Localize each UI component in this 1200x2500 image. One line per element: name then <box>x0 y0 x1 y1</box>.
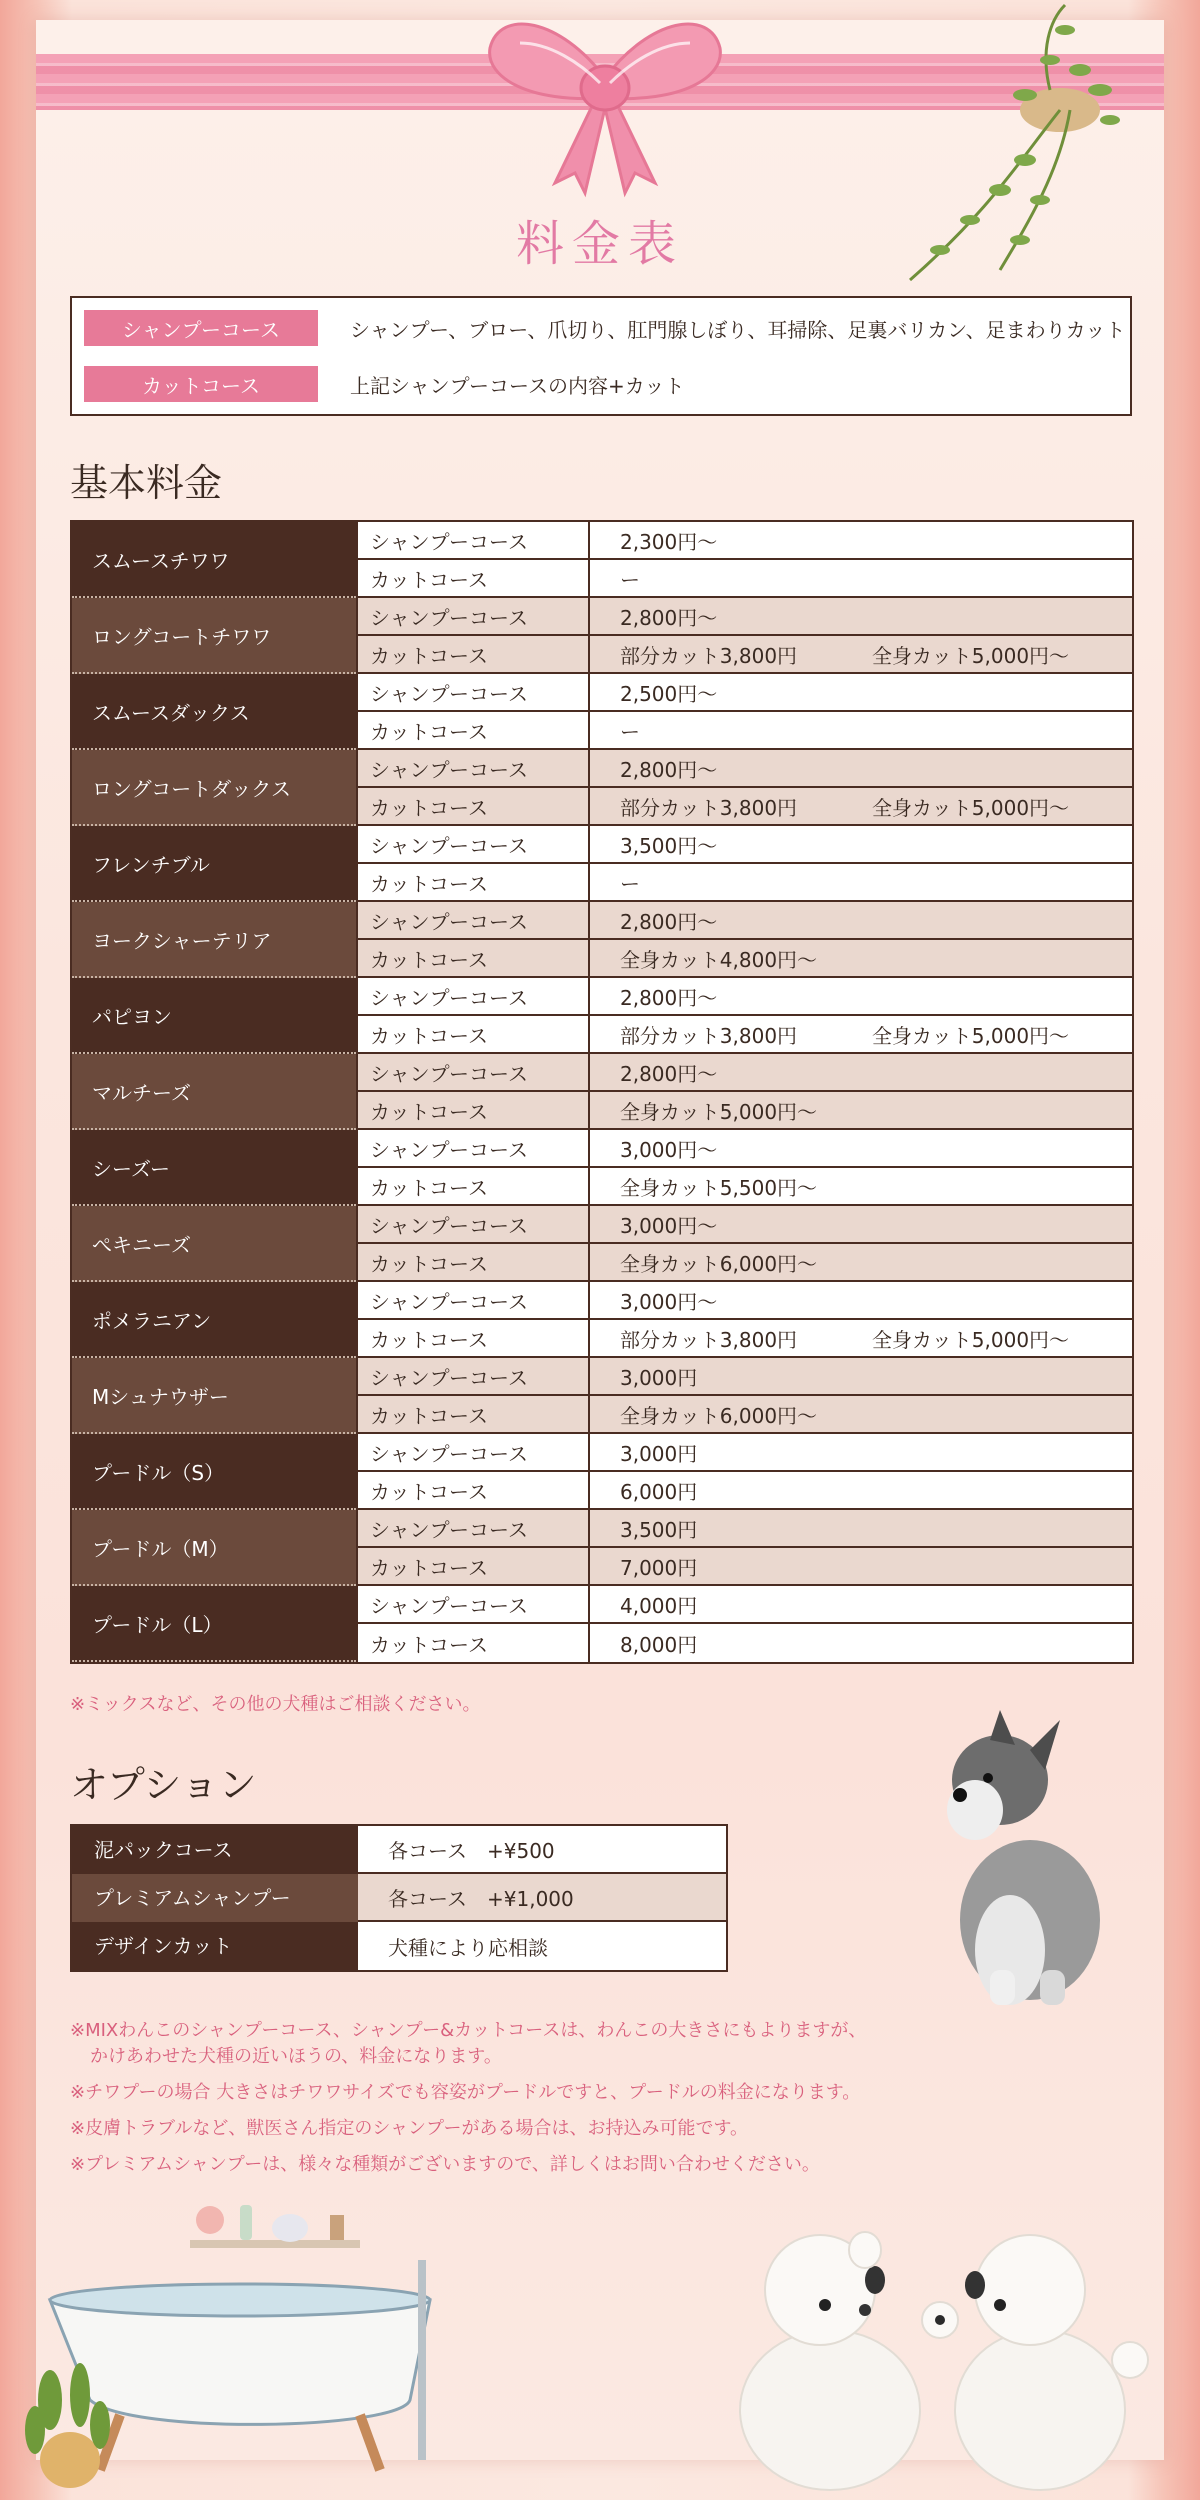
course-desc: シャンプー、ブロー、爪切り、肛門腺しぼり、耳掃除、足裏バリカン、足まわりカット <box>350 317 1126 342</box>
price-row <box>356 1130 1132 1168</box>
price-row <box>356 1624 1132 1662</box>
note-text: ※MIXわんこのシャンプーコース、シャンプー&カットコースは、わんこの大きさにもよりますが、 <box>70 2020 867 2041</box>
price-value: 3,000円〜 <box>620 1137 718 1162</box>
price-cell <box>590 1054 1132 1090</box>
price-row <box>356 788 1132 826</box>
price-row <box>356 1054 1132 1092</box>
course-name: カットコース <box>356 1624 590 1662</box>
price-value: 全身カット4,800円〜 <box>620 947 818 972</box>
price-row <box>356 1206 1132 1244</box>
breed-block <box>72 1130 1132 1206</box>
price-value: 全身カット6,000円〜 <box>620 1403 818 1428</box>
price-value: 全身カット6,000円〜 <box>620 1251 818 1276</box>
option-value: 各コース +¥500 <box>358 1826 726 1874</box>
course-name: カットコース <box>356 1320 590 1356</box>
price-cell <box>590 1130 1132 1166</box>
price-cell <box>590 1434 1132 1470</box>
price-row <box>356 1358 1132 1396</box>
price-cell <box>590 1282 1132 1318</box>
price-value: 4,000円 <box>620 1593 698 1618</box>
price-cell <box>590 864 1132 900</box>
course-name: シャンプーコース <box>356 826 590 862</box>
course-desc: 上記シャンプーコースの内容+カット <box>350 373 685 398</box>
price-value: 部分カット3,800円 <box>620 1327 798 1352</box>
breed-price-rows <box>356 1054 1132 1130</box>
price-row <box>356 1472 1132 1510</box>
course-name: カットコース <box>356 1168 590 1204</box>
course-name: シャンプーコース <box>356 978 590 1014</box>
breed-name: スムースダックス <box>72 674 356 750</box>
course-name: シャンプーコース <box>356 1434 590 1470</box>
breed-price-rows <box>356 1206 1132 1282</box>
price-value: 2,800円〜 <box>620 757 718 782</box>
price-cell <box>590 636 1132 672</box>
price-cell <box>590 1092 1132 1128</box>
price-row <box>356 940 1132 978</box>
price-row <box>356 1244 1132 1282</box>
course-name: シャンプーコース <box>356 1510 590 1546</box>
course-name: カットコース <box>356 560 590 596</box>
breed-name: ポメラニアン <box>72 1282 356 1358</box>
price-table <box>70 520 1134 1664</box>
breed-price-rows <box>356 522 1132 598</box>
breed-price-rows <box>356 978 1132 1054</box>
course-name: カットコース <box>356 636 590 672</box>
basic-price-heading: 基本料金 <box>70 461 223 505</box>
breed-name: ヨークシャーテリア <box>72 902 356 978</box>
note-item <box>70 2018 866 2070</box>
breed-block <box>72 522 1132 598</box>
price-value: 2,800円〜 <box>620 1061 718 1086</box>
price-row <box>356 522 1132 560</box>
breed-price-rows <box>356 1358 1132 1434</box>
breed-block <box>72 1358 1132 1434</box>
price-value: 8,000円 <box>620 1632 698 1657</box>
price-cell <box>590 1548 1132 1584</box>
price-value-full: 全身カット5,000円〜 <box>872 1327 1070 1352</box>
price-value: 3,000円 <box>620 1441 698 1466</box>
course-tag: カットコース <box>84 366 318 402</box>
poodles-illustration <box>700 2210 1160 2500</box>
price-value: 2,800円〜 <box>620 909 718 934</box>
price-value-full: 全身カット5,000円〜 <box>872 643 1070 668</box>
price-value-full: 全身カット5,000円〜 <box>872 1023 1070 1048</box>
price-row <box>356 1548 1132 1586</box>
bathtub-illustration <box>10 2200 490 2500</box>
breed-name: プードル（L） <box>72 1586 356 1662</box>
price-row <box>356 712 1132 750</box>
breed-name: Mシュナウザー <box>72 1358 356 1434</box>
options-heading: オプション <box>70 1763 257 1807</box>
price-value: 部分カット3,800円 <box>620 1023 798 1048</box>
price-value: ー <box>620 719 640 744</box>
course-row-shampoo <box>84 310 1125 346</box>
price-value: 3,000円 <box>620 1365 698 1390</box>
breed-name: ぺキニーズ <box>72 1206 356 1282</box>
breed-price-rows <box>356 1282 1132 1358</box>
course-name: シャンプーコース <box>356 1206 590 1242</box>
breed-price-rows <box>356 1586 1132 1662</box>
option-name: プレミアムシャンプー <box>72 1874 358 1922</box>
price-row <box>356 1016 1132 1054</box>
note-text: かけあわせた犬種の近いほうの、料金になります。 <box>90 2046 502 2067</box>
course-name: カットコース <box>356 1092 590 1128</box>
price-cell <box>590 788 1132 824</box>
price-value: 3,000円〜 <box>620 1213 718 1238</box>
price-value: ー <box>620 567 640 592</box>
notes-list <box>70 2018 866 2188</box>
price-cell <box>590 522 1132 558</box>
breed-price-rows <box>356 674 1132 750</box>
price-cell <box>590 1624 1132 1662</box>
breed-block <box>72 1434 1132 1510</box>
schnauzer-illustration <box>930 1700 1130 2010</box>
breed-block <box>72 1206 1132 1282</box>
price-row <box>356 902 1132 940</box>
price-cell <box>590 1320 1132 1356</box>
price-cell <box>590 750 1132 786</box>
note-item: ※チワプーの場合 大きさはチワワサイズでも容姿がプードルですと、プードルの料金になります。 <box>70 2082 861 2103</box>
breed-name: プードル（S） <box>72 1434 356 1510</box>
price-row <box>356 1396 1132 1434</box>
breed-block <box>72 1054 1132 1130</box>
course-name: カットコース <box>356 1016 590 1052</box>
price-cell <box>590 1244 1132 1280</box>
price-value: 部分カット3,800円 <box>620 795 798 820</box>
option-value: 犬種により応相談 <box>358 1922 726 1970</box>
price-cell <box>590 902 1132 938</box>
bow-illustration <box>470 8 740 198</box>
price-value: 2,800円〜 <box>620 985 718 1010</box>
option-row <box>72 1922 726 1970</box>
price-row <box>356 1320 1132 1358</box>
course-name: シャンプーコース <box>356 674 590 710</box>
course-name: カットコース <box>356 712 590 748</box>
breed-block <box>72 674 1132 750</box>
option-row <box>72 1826 726 1874</box>
price-row <box>356 1282 1132 1320</box>
course-name: シャンプーコース <box>356 522 590 558</box>
course-row-cut <box>84 366 685 402</box>
breed-name: シーズー <box>72 1130 356 1206</box>
course-name: シャンプーコース <box>356 1054 590 1090</box>
price-row <box>356 1434 1132 1472</box>
price-value: 部分カット3,800円 <box>620 643 798 668</box>
breed-block <box>72 1510 1132 1586</box>
price-cell <box>590 1358 1132 1394</box>
course-name: シャンプーコース <box>356 598 590 634</box>
option-name: 泥パックコース <box>72 1826 358 1874</box>
breed-block <box>72 1282 1132 1358</box>
price-row <box>356 1510 1132 1548</box>
course-name: シャンプーコース <box>356 902 590 938</box>
breed-name: ロングコートダックス <box>72 750 356 826</box>
price-cell <box>590 826 1132 862</box>
price-cell <box>590 560 1132 596</box>
course-name: カットコース <box>356 788 590 824</box>
course-name: カットコース <box>356 864 590 900</box>
price-row <box>356 598 1132 636</box>
breed-price-rows <box>356 902 1132 978</box>
mix-note: ※ミックスなど、その他の犬種はご相談ください。 <box>70 1694 481 1715</box>
price-cell <box>590 1472 1132 1508</box>
price-value: 全身カット5,000円〜 <box>620 1099 818 1124</box>
price-row <box>356 864 1132 902</box>
price-cell <box>590 1586 1132 1622</box>
breed-block <box>72 826 1132 902</box>
price-row <box>356 560 1132 598</box>
breed-price-rows <box>356 826 1132 902</box>
breed-name: マルチーズ <box>72 1054 356 1130</box>
price-row <box>356 1586 1132 1624</box>
course-name: カットコース <box>356 1396 590 1432</box>
price-cell <box>590 1510 1132 1546</box>
price-value: 全身カット5,500円〜 <box>620 1175 818 1200</box>
price-row <box>356 1168 1132 1206</box>
breed-price-rows <box>356 598 1132 674</box>
breed-block <box>72 1586 1132 1662</box>
option-value: 各コース +¥1,000 <box>358 1874 726 1922</box>
course-name: カットコース <box>356 1244 590 1280</box>
page-title: 料金表 <box>515 216 684 272</box>
price-cell <box>590 674 1132 710</box>
price-row <box>356 826 1132 864</box>
course-name: シャンプーコース <box>356 1282 590 1318</box>
price-value: 3,500円〜 <box>620 833 718 858</box>
breed-name: プードル（M） <box>72 1510 356 1586</box>
course-name: カットコース <box>356 1548 590 1584</box>
price-row <box>356 750 1132 788</box>
price-cell <box>590 1016 1132 1052</box>
price-cell <box>590 978 1132 1014</box>
breed-block <box>72 978 1132 1054</box>
course-name: シャンプーコース <box>356 1358 590 1394</box>
note-item: ※皮膚トラブルなど、獣医さん指定のシャンプーがある場合は、お持込み可能です。 <box>70 2118 749 2139</box>
price-value: 3,500円 <box>620 1517 698 1542</box>
price-cell <box>590 1396 1132 1432</box>
breed-price-rows <box>356 1510 1132 1586</box>
note-item: ※プレミアムシャンプーは、様々な種類がございますので、詳しくはお問い合わせください。 <box>70 2154 820 2175</box>
course-name: シャンプーコース <box>356 750 590 786</box>
breed-name: パピヨン <box>72 978 356 1054</box>
price-cell <box>590 598 1132 634</box>
price-value: 6,000円 <box>620 1479 698 1504</box>
price-cell <box>590 1206 1132 1242</box>
price-row <box>356 1092 1132 1130</box>
breed-name: ロングコートチワワ <box>72 598 356 674</box>
price-value: 2,500円〜 <box>620 681 718 706</box>
breed-name: フレンチブル <box>72 826 356 902</box>
course-name: シャンプーコース <box>356 1586 590 1622</box>
price-value: ー <box>620 871 640 896</box>
breed-price-rows <box>356 1130 1132 1206</box>
price-value: 3,000円〜 <box>620 1289 718 1314</box>
breed-block <box>72 902 1132 978</box>
course-name: シャンプーコース <box>356 1130 590 1166</box>
price-cell <box>590 940 1132 976</box>
breed-price-rows <box>356 750 1132 826</box>
price-row <box>356 636 1132 674</box>
breed-price-rows <box>356 1434 1132 1510</box>
price-row <box>356 674 1132 712</box>
price-value: 2,800円〜 <box>620 605 718 630</box>
course-name: カットコース <box>356 940 590 976</box>
course-description-box <box>70 296 1132 416</box>
course-tag: シャンプーコース <box>84 310 318 346</box>
price-value-full: 全身カット5,000円〜 <box>872 795 1070 820</box>
price-value: 2,300円〜 <box>620 529 718 554</box>
price-cell <box>590 712 1132 748</box>
price-row <box>356 978 1132 1016</box>
breed-block <box>72 750 1132 826</box>
options-table <box>70 1824 728 1972</box>
breed-name: スムースチワワ <box>72 522 356 598</box>
price-cell <box>590 1168 1132 1204</box>
course-name: カットコース <box>356 1472 590 1508</box>
option-name: デザインカット <box>72 1922 358 1970</box>
price-value: 7,000円 <box>620 1555 698 1580</box>
breed-block <box>72 598 1132 674</box>
option-row <box>72 1874 726 1922</box>
